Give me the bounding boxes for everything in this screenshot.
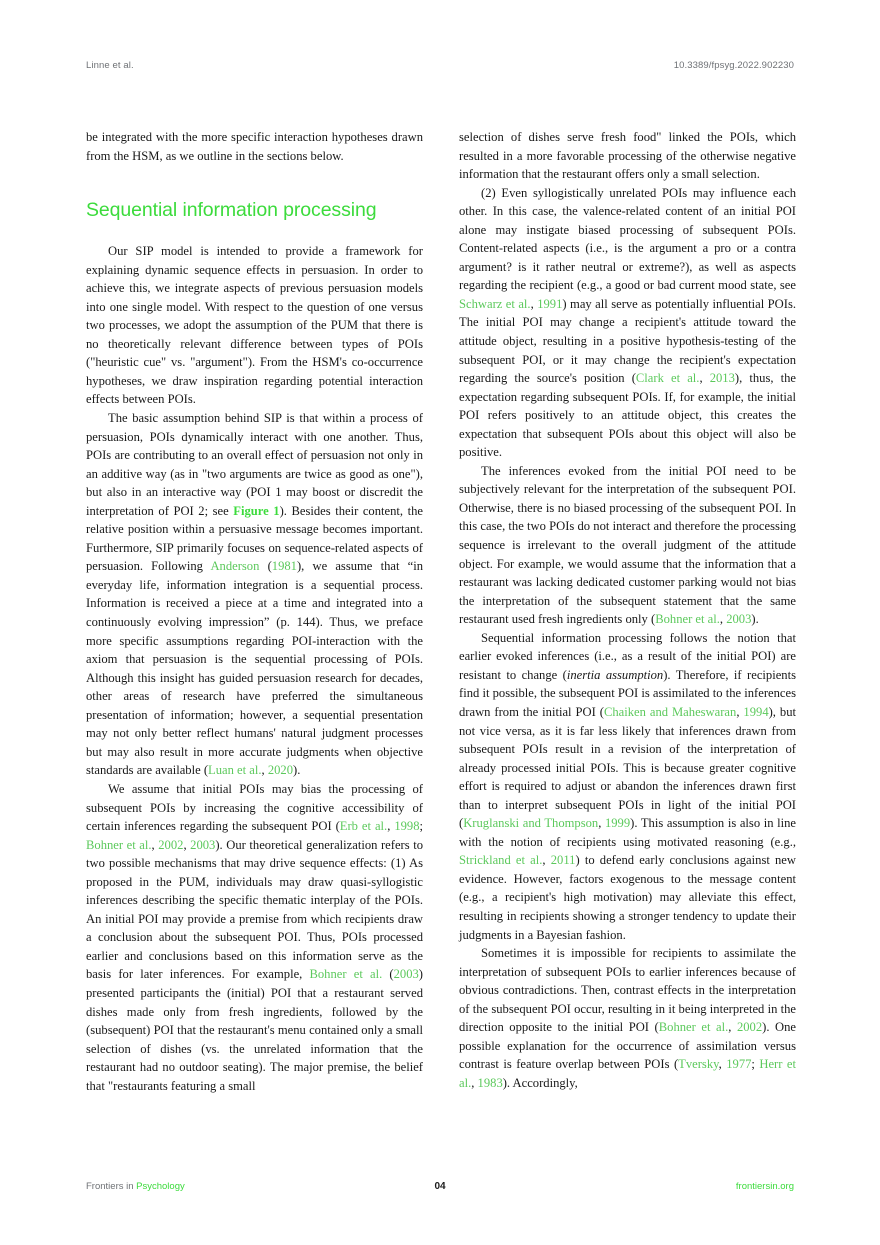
paragraph-basic-assumption: The basic assumption behind SIP is that within a process of persuasion, POIs dynamically interact with one another. Thus, POIs are contributing to an overall effect of persuasion not only in an additive way (as in "two arguments are twice as good as one"), but also in an interactive way (POI 1 may boost or discredit the interpretation of POI 2; see Figure 1). Besides their content, the relative position within a persuasive message becomes important. Furthermore, SIP primarily focuses on sequence-related aspects of persuasion. Following Anderson (1981), we assume that “in everyday life, information integration is a sequential process. Information is received a piece at a time and integrated into a continuously evolving impression” (p. 144). Thus, we preface more specific assumptions regarding POI-interaction with the axiom that persuasion is the sequential processing of POIs. Although this insight has guided persuasion research for decades, other areas of research have preferred the simultaneous presentation of information; however, a sequential presentation may not only better reflect humans' natural judgment processes but may also result in more accurate judgments when objective standards are available (Luan et al., 2020). <box>86 411 424 778</box>
paragraph-inferences-relevance: The inferences evoked from the initial POI need to be subjectively relevant for the interpretation of the subsequent POI. Otherwise, there is no biased processing of the subsequent POI. In this case, the two POIs do not interact and therefore the processing sequence is irrelevant to the overall judgment of the attitude object. For example, we would assume that the information that a restaurant was lacking dedicated customer parking would not bias the interpretation of the subsequent statement that the same restaurant used fresh ingredients only (Bohner et al., 2003). <box>459 463 796 627</box>
paragraph-unrelated-pois: (2) Even syllogistically unrelated POIs may influence each other. In this case, the valence-related content of an initial POI alone may instigate biased processing of subsequent POIs. Content-related aspects (i.e., is the argument a pro or a contra argument? is it rather neutral or extreme?), as well as aspects regarding the recipient (e.g., a good or bad current mood state, see Schwarz et al., 1991) may all serve as potentially influential POIs. The initial POI may change a recipient's attitude toward the attitude object, resulting in a positive hypothesis-testing of the subsequent POI, or it may change the recipient's expectation regarding the source's position (Clark et al., 2013), thus, the expectation regarding subsequent POIs. If, for example, the initial POI refers positively to an attitude object, this creates the expectation that subsequent POIs about this object will also be positive. <box>459 185 797 460</box>
paragraph-sip-model: Our SIP model is intended to provide a framework for explaining dynamic sequence effects in persuasion. In order to achieve this, we integrate aspects of previous persuasion models into one single model. With respect to the question of one versus two processes, we adopt the assumption of the PUM that there is no theoretically relevant difference between types of POIs ("heuristic cue" vs. "argument"). From the HSM's co-occurrence hypotheses, we draw inspiration regarding potential interaction effects between POIs. <box>86 244 423 407</box>
citation-tversky-author[interactable]: Tversky <box>678 1057 719 1072</box>
citation-bohner-2003-author[interactable]: Bohner et al. <box>309 967 383 982</box>
citation-strickland-author[interactable]: Strickland et al. <box>459 853 543 868</box>
citation-chaiken-year[interactable]: 1994 <box>743 704 769 719</box>
citation-bohner-year-2003[interactable]: 2003 <box>190 837 216 852</box>
running-head-authors: Linne et al. <box>86 60 134 71</box>
citation-bohner-2003-right-author[interactable]: Bohner et al. <box>655 612 720 627</box>
citation-kruglanski-year[interactable]: 1999 <box>604 816 631 831</box>
citation-kruglanski-author[interactable]: Kruglanski and Thompson <box>463 816 599 831</box>
running-head-doi: 10.3389/fpsyg.2022.902230 <box>673 60 794 71</box>
citation-bohner-2002-author[interactable]: Bohner et al. <box>658 1020 729 1035</box>
paragraph-inertia-assumption: Sequential information processing follows the notion that earlier evoked inferences (i.e., as a result of the initial POI) are resistant to change (inertia assumption). Therefore, if recipients find it possible, the subsequent POI is assimilated to the inferences drawn from the initial POI (Chaiken and Maheswaran, 1994), but not vice versa, as it is far less likely that inferences drawn from subsequent POIs result in a revision of the interpretation of already processed initial POIs. This is because greater cognitive effort is required to adjust or abandon the inferences drawn first than to interpret subsequent POIs in light of the initial POI (Kruglanski and Thompson, 1999). This assumption is also in line with the notion of recipients using motivated reasoning (e.g., Strickland et al., 2011) to defend early conclusions against new evidence. However, factors exogenous to the message content (e.g., a recipient's high motivation) may alleviate this effect, resulting in recipients showing a stronger tendency to update their judgments in a Bayesian fashion. <box>459 630 796 942</box>
citation-clark-author[interactable]: Clark et al. <box>635 371 700 386</box>
citation-schwarz-year[interactable]: 1991 <box>537 296 563 311</box>
footer-journal: Frontiers in Psychology <box>86 1181 185 1192</box>
figure-1-link[interactable]: Figure 1 <box>233 503 280 518</box>
inertia-assumption-term: inertia assumption <box>566 667 664 682</box>
citation-bohner-2002-year[interactable]: 2002 <box>736 1020 763 1035</box>
running-head <box>86 60 794 76</box>
paragraph-continued-left: be integrated with the more specific interaction hypotheses drawn from the HSM, as we outline in the sections below. <box>86 130 423 163</box>
paragraph-continued-right: selection of dishes serve fresh food" linked the POIs, which resulted in a more favorable processing of the otherwise negative information that the restaurant offers only a small selection. <box>459 130 796 182</box>
citation-tversky-year[interactable]: 1977 <box>726 1057 752 1072</box>
citation-luan-year[interactable]: 2020 <box>267 763 294 778</box>
spacer <box>86 165 423 198</box>
footer-page-number: 04 <box>434 1181 446 1192</box>
citation-bohner-year-2002[interactable]: 2002 <box>158 837 184 852</box>
citation-erb-year[interactable]: 1998 <box>394 819 420 834</box>
paragraph-initial-pois-bias: We assume that initial POIs may bias the processing of subsequent POIs by increasing the cognitive accessibility of certain inferences regarding the subsequent POI (Erb et al., 1998; Bohner et al., 2002, 2003). Our theoretical generalization refers to two possible mechanisms that may drive sequence effects: (1) As proposed in the PUM, individuals may draw quasi-syllogistic inferences describing the specific thematic interplay of the POIs. An initial POI may provide a premise from which recipients draw a conclusion about the subsequent POI. Thus, POIs processed earlier and conclusions based on this information serve as the basis for later inferences. For example, Bohner et al. (2003) presented participants the (initial) POI that a restaurant served dishes made only from fresh ingredients, followed by the (subsequent) POI that the restaurant's menu contained only a small selection of dishes (vs. the unrelated information that the restaurant had no outdoor seating). The major premise, the belief that "restaurants featuring a small <box>86 781 424 1093</box>
citation-anderson-year[interactable]: 1981 <box>271 559 297 574</box>
citation-chaiken-author[interactable]: Chaiken and Maheswaran <box>603 704 737 719</box>
right-column <box>459 128 796 1128</box>
citation-strickland-year[interactable]: 2011 <box>550 853 576 868</box>
citation-herr-author[interactable]: Herr et al. <box>459 1057 797 1090</box>
footer-journal-name[interactable]: Psychology <box>136 1181 185 1192</box>
footer-website-link[interactable]: frontiersin.org <box>735 1181 794 1192</box>
citation-bohner-author[interactable]: Bohner et al. <box>86 837 152 852</box>
section-heading-sequential-information-processing: Sequential information processing <box>86 199 377 222</box>
spacer <box>86 222 423 242</box>
citation-schwarz-author[interactable]: Schwarz et al. <box>459 296 531 311</box>
article-body <box>86 128 796 1128</box>
citation-bohner-2003-right-year[interactable]: 2003 <box>726 612 752 627</box>
citation-herr-year[interactable]: 1983 <box>477 1075 503 1090</box>
citation-luan-author[interactable]: Luan et al. <box>208 763 262 778</box>
citation-clark-year[interactable]: 2013 <box>709 371 735 386</box>
citation-erb-author[interactable]: Erb et al. <box>339 819 388 834</box>
paragraph-contrast-effects: Sometimes it is impossible for recipients to assimilate the interpretation of subsequent POIs to earlier inferences because of obvious contradictions. Then, contrast effects in the interpretation of the subsequent POI occur, resulting in it being interpreted in the direction opposite to the initial POI (Bohner et al., 2002). One possible explanation for the occurrence of assimilation versus contrast is feature overlap between POIs (Tversky, 1977; Herr et al., 1983). Accordingly, <box>459 946 797 1090</box>
page-footer <box>86 1181 794 1197</box>
left-column <box>86 128 423 1128</box>
citation-anderson-author[interactable]: Anderson <box>210 559 260 574</box>
citation-bohner-2003-year[interactable]: 2003 <box>393 967 419 982</box>
